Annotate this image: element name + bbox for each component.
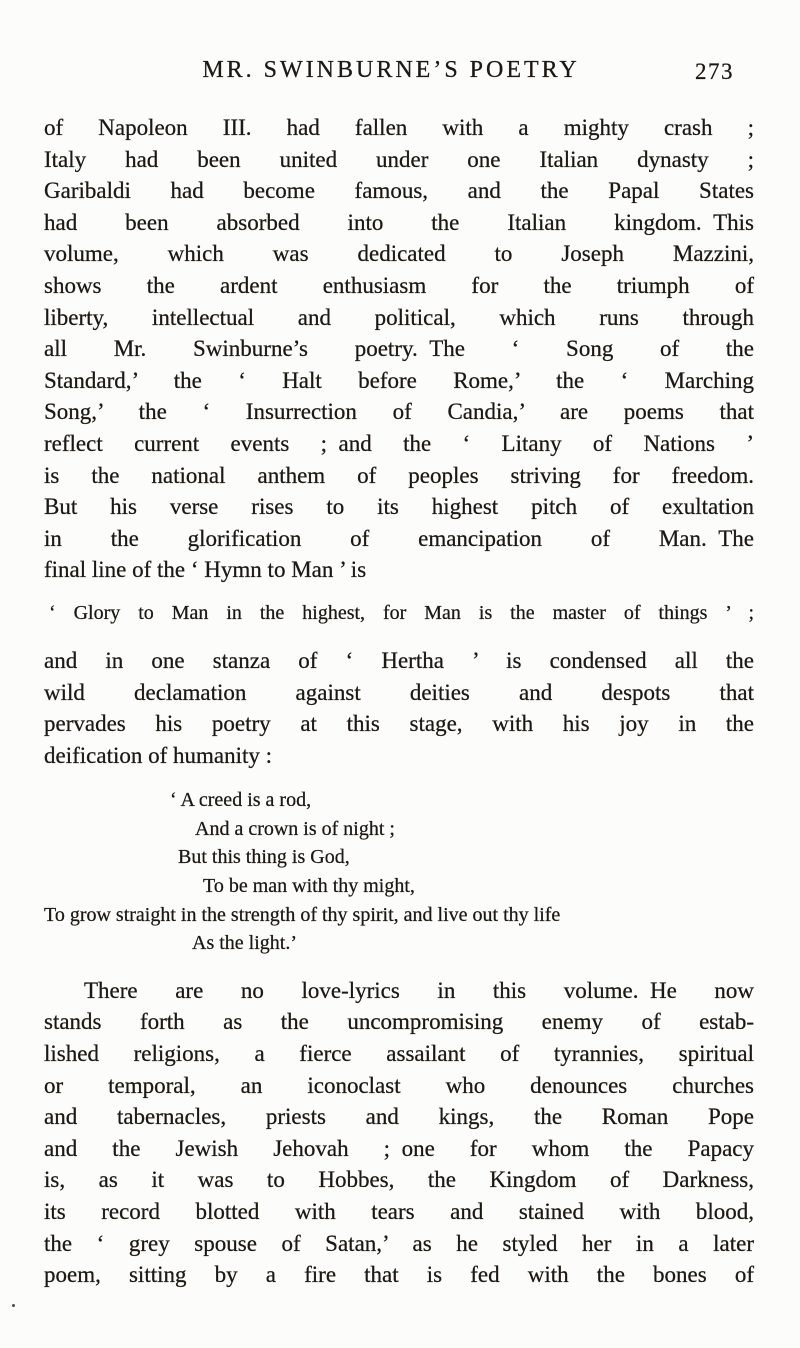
poem-line: To grow straight in the strength of thy spirit, and live out thy life	[44, 903, 561, 926]
page-number: 273	[695, 59, 734, 84]
text-line: and the Jewish Jehovah ; one for whom the Papacy	[44, 1135, 754, 1161]
poem-line: ‘ A creed is a rod,	[170, 789, 312, 812]
text-line: and tabernacles, priests and kings, the Roman Pope	[44, 1104, 754, 1130]
text-line: all Mr. Swinburne’s poetry. The ‘ Song of the	[44, 336, 754, 362]
text-line: wild declamation against deities and despots that	[44, 679, 754, 705]
text-line: of Napoleon III. had fallen with a mighty crash ;	[44, 115, 754, 140]
text-column	[44, 0, 754, 1291]
text-line: stands forth as the uncompromising enemy of estab-	[44, 1009, 754, 1035]
poem-line: But this thing is God,	[178, 846, 350, 869]
text-line: and in one stanza of ‘ Hertha ’ is condensed all the	[44, 647, 754, 673]
text-line: in the glorification of emancipation of Man. The	[44, 525, 754, 551]
text-line: the ‘ grey spouse of Satan,’ as he styled her in a later	[44, 1230, 754, 1256]
text-line: is the national anthem of peoples striving for freedom.	[44, 462, 754, 488]
text-line: or temporal, an iconoclast who denounces churches	[44, 1072, 754, 1098]
text-line: Garibaldi had become famous, and the Papal States	[44, 178, 754, 204]
text-line: had been absorbed into the Italian kingdom. This	[44, 209, 754, 235]
text-line: its record blotted with tears and stained with blood,	[44, 1199, 754, 1224]
text-line: liberty, intellectual and political, which runs through	[44, 304, 754, 330]
text-line: Song,’ the ‘ Insurrection of Candia,’ are poems that	[44, 399, 754, 425]
text-line: shows the ardent enthusiasm for the triumph of	[44, 272, 754, 298]
quote-line-block	[44, 600, 754, 626]
text-line: Standard,’ the ‘ Halt before Rome,’ the ‘ Marching	[44, 367, 754, 393]
text-line: deification of humanity :	[44, 742, 273, 768]
text-line: lished religions, a fierce assailant of tyrannies, spiritual	[44, 1041, 754, 1067]
text-line: Italy had been united under one Italian dynasty ;	[44, 146, 754, 172]
body-paragraph-3	[44, 975, 754, 1291]
quote-line: ‘ Glory to Man in the highest, for Man is the master of things ’ ;	[49, 601, 754, 624]
text-line: There are no love-lyrics in this volume. He now	[84, 977, 754, 1003]
poem-line: As the light.’	[192, 932, 297, 955]
body-paragraph-1	[44, 112, 754, 586]
text-line: But his verse rises to its highest pitch of exultation	[44, 494, 754, 520]
text-line: volume, which was dedicated to Joseph Mazzini,	[44, 241, 754, 267]
text-line: is, as it was to Hobbes, the Kingdom of Darkness,	[44, 1167, 754, 1193]
poem-line: And a crown is of night ;	[195, 817, 395, 840]
text-line: reflect current events ; and the ‘ Litany of Nations ’	[44, 430, 754, 456]
scan-speck	[12, 1304, 15, 1307]
poem-line: To be man with thy might,	[203, 875, 415, 898]
running-head	[44, 0, 754, 83]
text-line: poem, sitting by a fire that is fed with the bones of	[44, 1262, 754, 1288]
text-line: pervades his poetry at this stage, with his joy in the	[44, 711, 754, 737]
body-paragraph-2	[44, 645, 754, 771]
text-line: final line of the ‘ Hymn to Man ’ is	[44, 557, 367, 583]
poem-stanza	[44, 786, 754, 958]
page-title: MR. SWINBURNE’S POETRY	[202, 57, 580, 83]
